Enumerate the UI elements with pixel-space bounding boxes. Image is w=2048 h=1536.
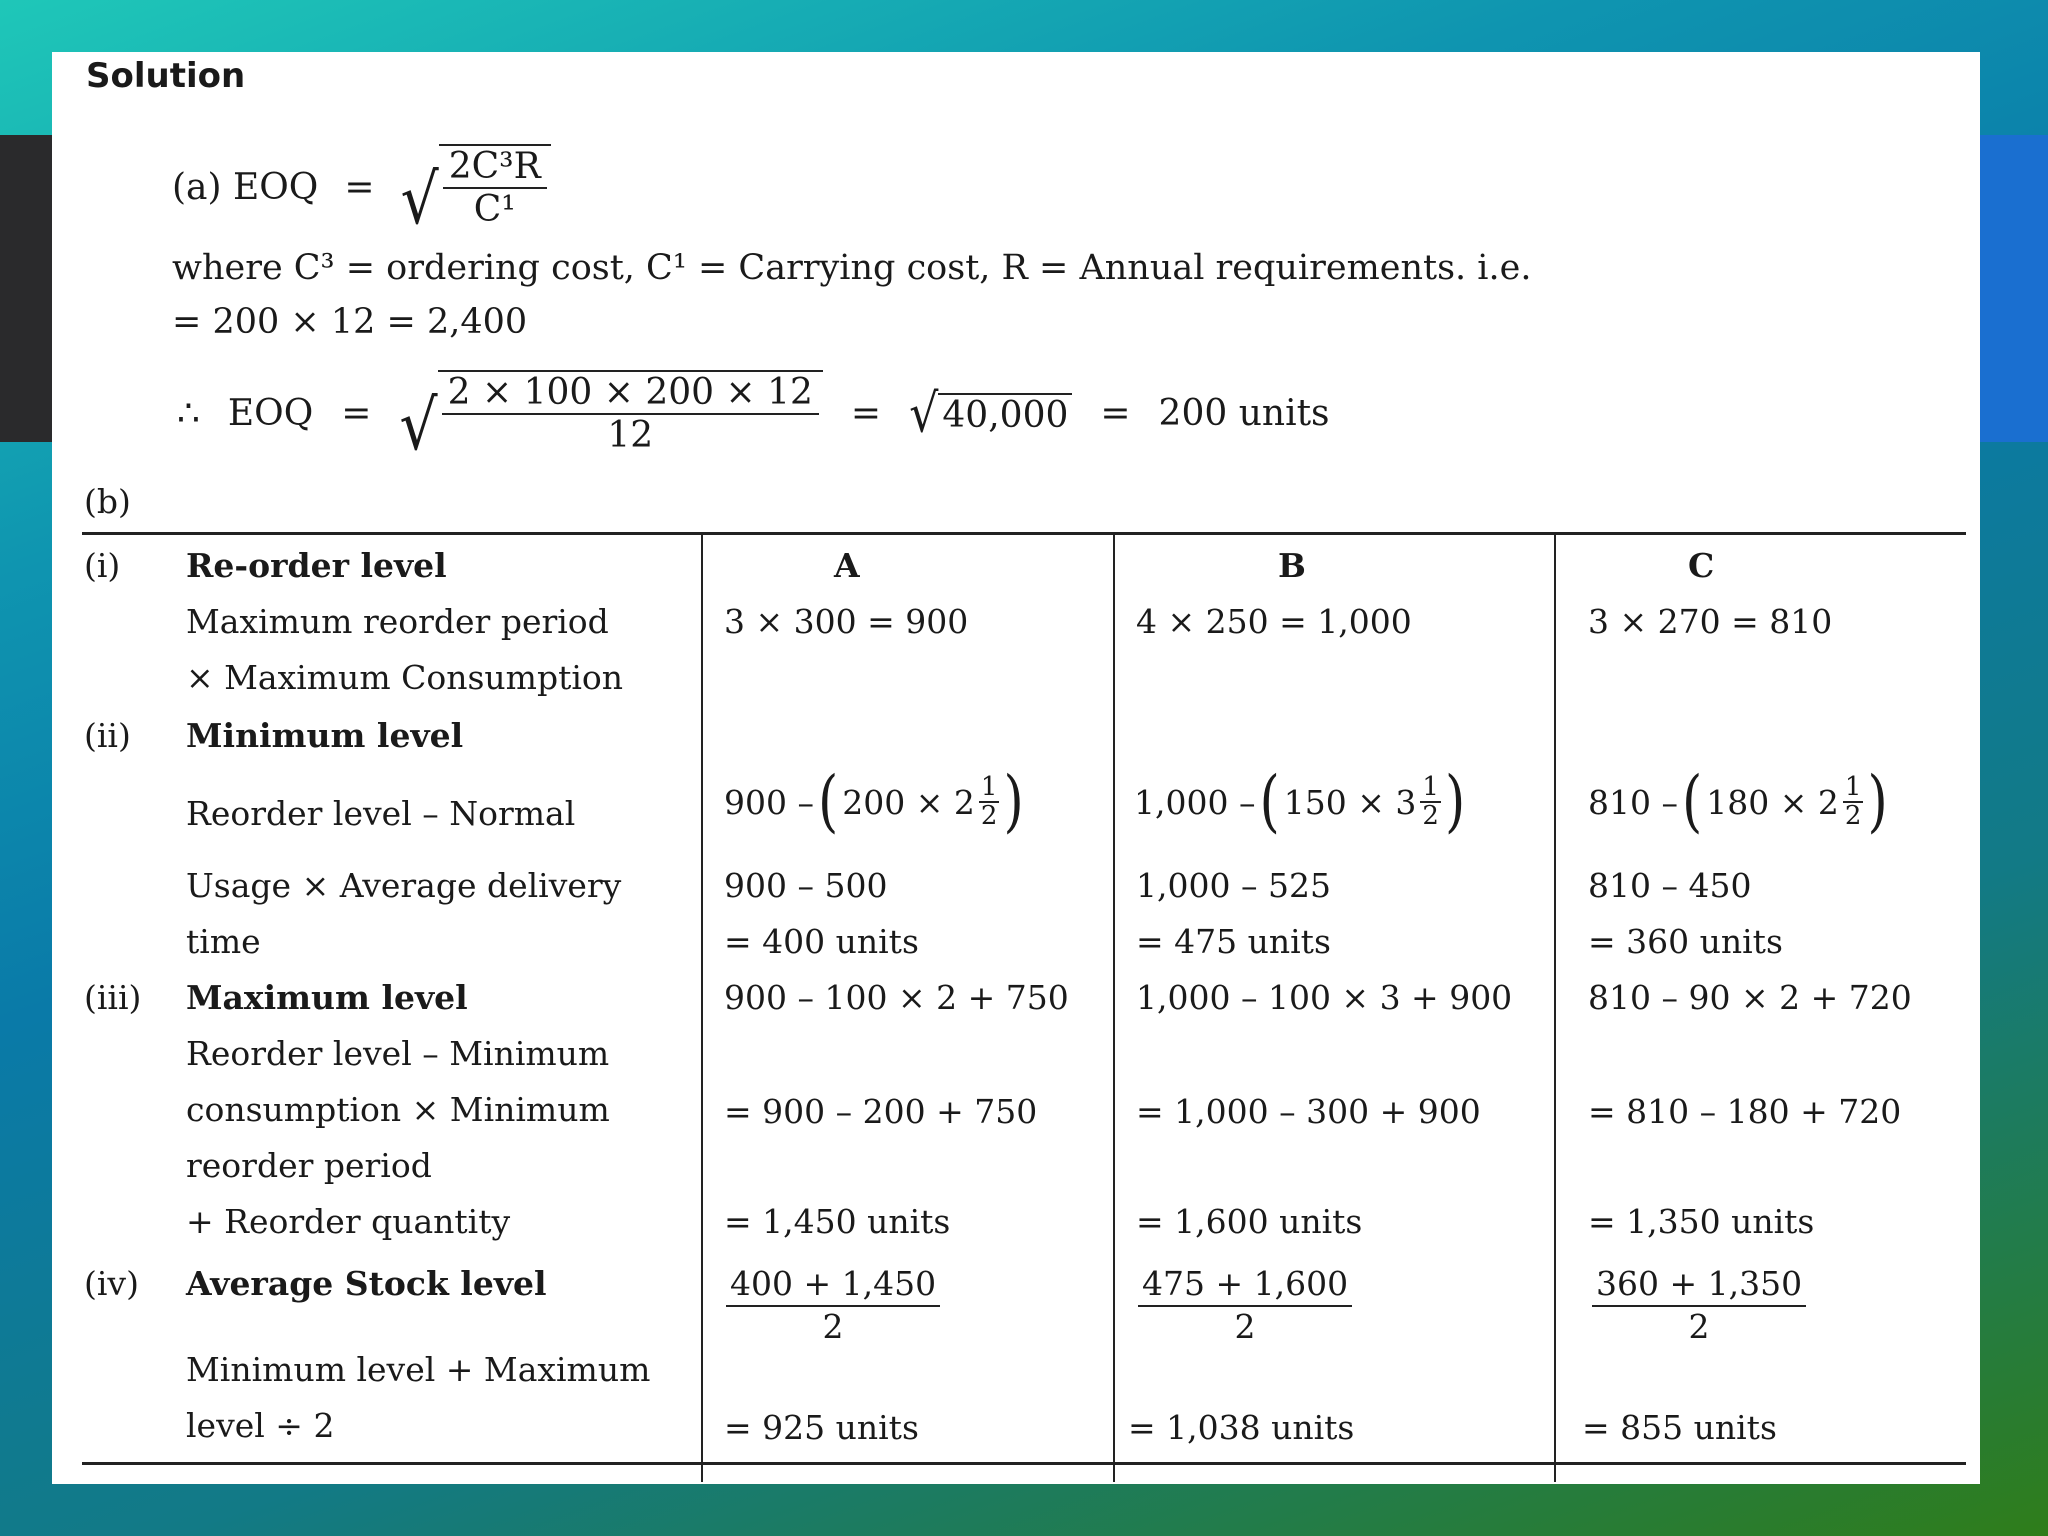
sqrt-value: √ 40,000 <box>909 390 1072 436</box>
cell-a: = 925 units <box>724 1408 919 1447</box>
cell-c: = 855 units <box>1582 1408 1777 1447</box>
radical-icon: √ <box>400 159 439 241</box>
row-number: (iv) <box>84 1264 139 1303</box>
cell-c-fraction: 360 + 1,350 2 <box>1592 1264 1806 1346</box>
cell-b: = 1,000 – 300 + 900 <box>1136 1092 1481 1131</box>
equals-sign: = <box>850 392 882 434</box>
row-number: (ii) <box>84 716 131 755</box>
where-line: where C³ = ordering cost, C¹ = Carrying cost, R = Annual requirements. i.e. <box>172 248 1532 288</box>
row-description: Reorder level – Minimum <box>186 1034 610 1073</box>
column-divider <box>1113 532 1115 1482</box>
row-description: consumption × Minimum <box>186 1090 610 1129</box>
cell-c: 810 – ( 180 × 2 1 2 ) <box>1588 763 1888 842</box>
cell-b: 1,000 – 525 <box>1136 866 1331 905</box>
cell-c: = 1,350 units <box>1588 1202 1815 1241</box>
cell-b: = 475 units <box>1136 922 1331 961</box>
row-number: (i) <box>84 546 121 585</box>
solution-sheet <box>52 52 1980 1484</box>
cell-c: = 360 units <box>1588 922 1783 961</box>
row-description: Usage × Average delivery <box>186 866 622 905</box>
cell-a: 900 – 100 × 2 + 750 <box>724 978 1069 1017</box>
column-header-b: B <box>1278 546 1306 585</box>
row-description: + Reorder quantity <box>186 1202 511 1241</box>
cell-c: = 810 – 180 + 720 <box>1588 1092 1902 1131</box>
eoq-label: (a) EOQ <box>172 166 319 208</box>
cell-a: = 900 – 200 + 750 <box>724 1092 1038 1131</box>
cell-b: 1,000 – ( 150 × 3 1 2 ) <box>1134 763 1466 842</box>
cell-b: 1,000 – 100 × 3 + 900 <box>1136 978 1513 1017</box>
row-description: level ÷ 2 <box>186 1406 335 1445</box>
calc-denominator: 12 <box>607 415 654 456</box>
eoq-result: 200 units <box>1158 392 1330 434</box>
formula-numerator: 2C³R <box>443 146 547 189</box>
cell-a: = 1,450 units <box>724 1202 951 1241</box>
sqrt-formula <box>400 144 550 241</box>
background-band-left <box>0 135 52 442</box>
row-number: (iii) <box>84 978 142 1017</box>
radical-icon: √ <box>909 381 939 445</box>
row-title: Minimum level <box>186 716 464 755</box>
row-description: time <box>186 922 261 961</box>
row-description: Reorder level – Normal <box>186 794 576 833</box>
cell-a: = 400 units <box>724 922 919 961</box>
cell-c: 810 – 90 × 2 + 720 <box>1588 978 1912 1017</box>
row-title: Maximum level <box>186 978 468 1017</box>
table-bottom-rule <box>82 1462 1966 1465</box>
column-header-a: A <box>834 546 860 585</box>
cell-a: 3 × 300 = 900 <box>724 602 969 641</box>
sqrt-calculation <box>399 370 823 467</box>
solution-heading: Solution <box>86 56 246 96</box>
calc-numerator: 2 × 100 × 200 × 12 <box>442 372 819 415</box>
cell-c: 3 × 270 = 810 <box>1588 602 1833 641</box>
row-title: Average Stock level <box>186 1264 547 1303</box>
equals-sign: = <box>341 392 372 434</box>
background-band-right <box>1978 135 2048 442</box>
equals-sign: = <box>344 166 375 208</box>
cell-b: 4 × 250 = 1,000 <box>1136 602 1412 641</box>
cell-b-fraction: 475 + 1,600 2 <box>1138 1264 1352 1346</box>
table-top-rule <box>82 532 1966 535</box>
cell-b: = 1,600 units <box>1136 1202 1363 1241</box>
cell-c: 810 – 450 <box>1588 866 1752 905</box>
eoq-calculation <box>177 370 1330 467</box>
row-title: Re-order level <box>186 546 447 585</box>
row-description: reorder period <box>186 1146 432 1185</box>
eoq-formula <box>172 144 551 241</box>
part-b-label: (b) <box>84 482 131 521</box>
row-description: × Maximum Consumption <box>186 658 624 697</box>
cell-b: = 1,038 units <box>1128 1408 1355 1447</box>
row-description: Maximum reorder period <box>186 602 609 641</box>
eoq-calc-label: EOQ <box>227 392 314 434</box>
formula-denominator: C¹ <box>473 189 516 230</box>
cell-a-fraction: 400 + 1,450 2 <box>726 1264 940 1346</box>
row-description: Minimum level + Maximum <box>186 1350 651 1389</box>
cell-a: 900 – ( 200 × 2 1 2 ) <box>724 763 1024 842</box>
column-divider <box>1554 532 1556 1482</box>
column-header-c: C <box>1688 546 1715 585</box>
radical-icon: √ <box>399 385 438 467</box>
requirement-line: = 200 × 12 = 2,400 <box>172 302 528 342</box>
column-divider <box>701 532 703 1482</box>
equals-sign: = <box>1100 392 1131 434</box>
therefore-symbol: ∴ <box>177 392 200 434</box>
cell-a: 900 – 500 <box>724 866 888 905</box>
